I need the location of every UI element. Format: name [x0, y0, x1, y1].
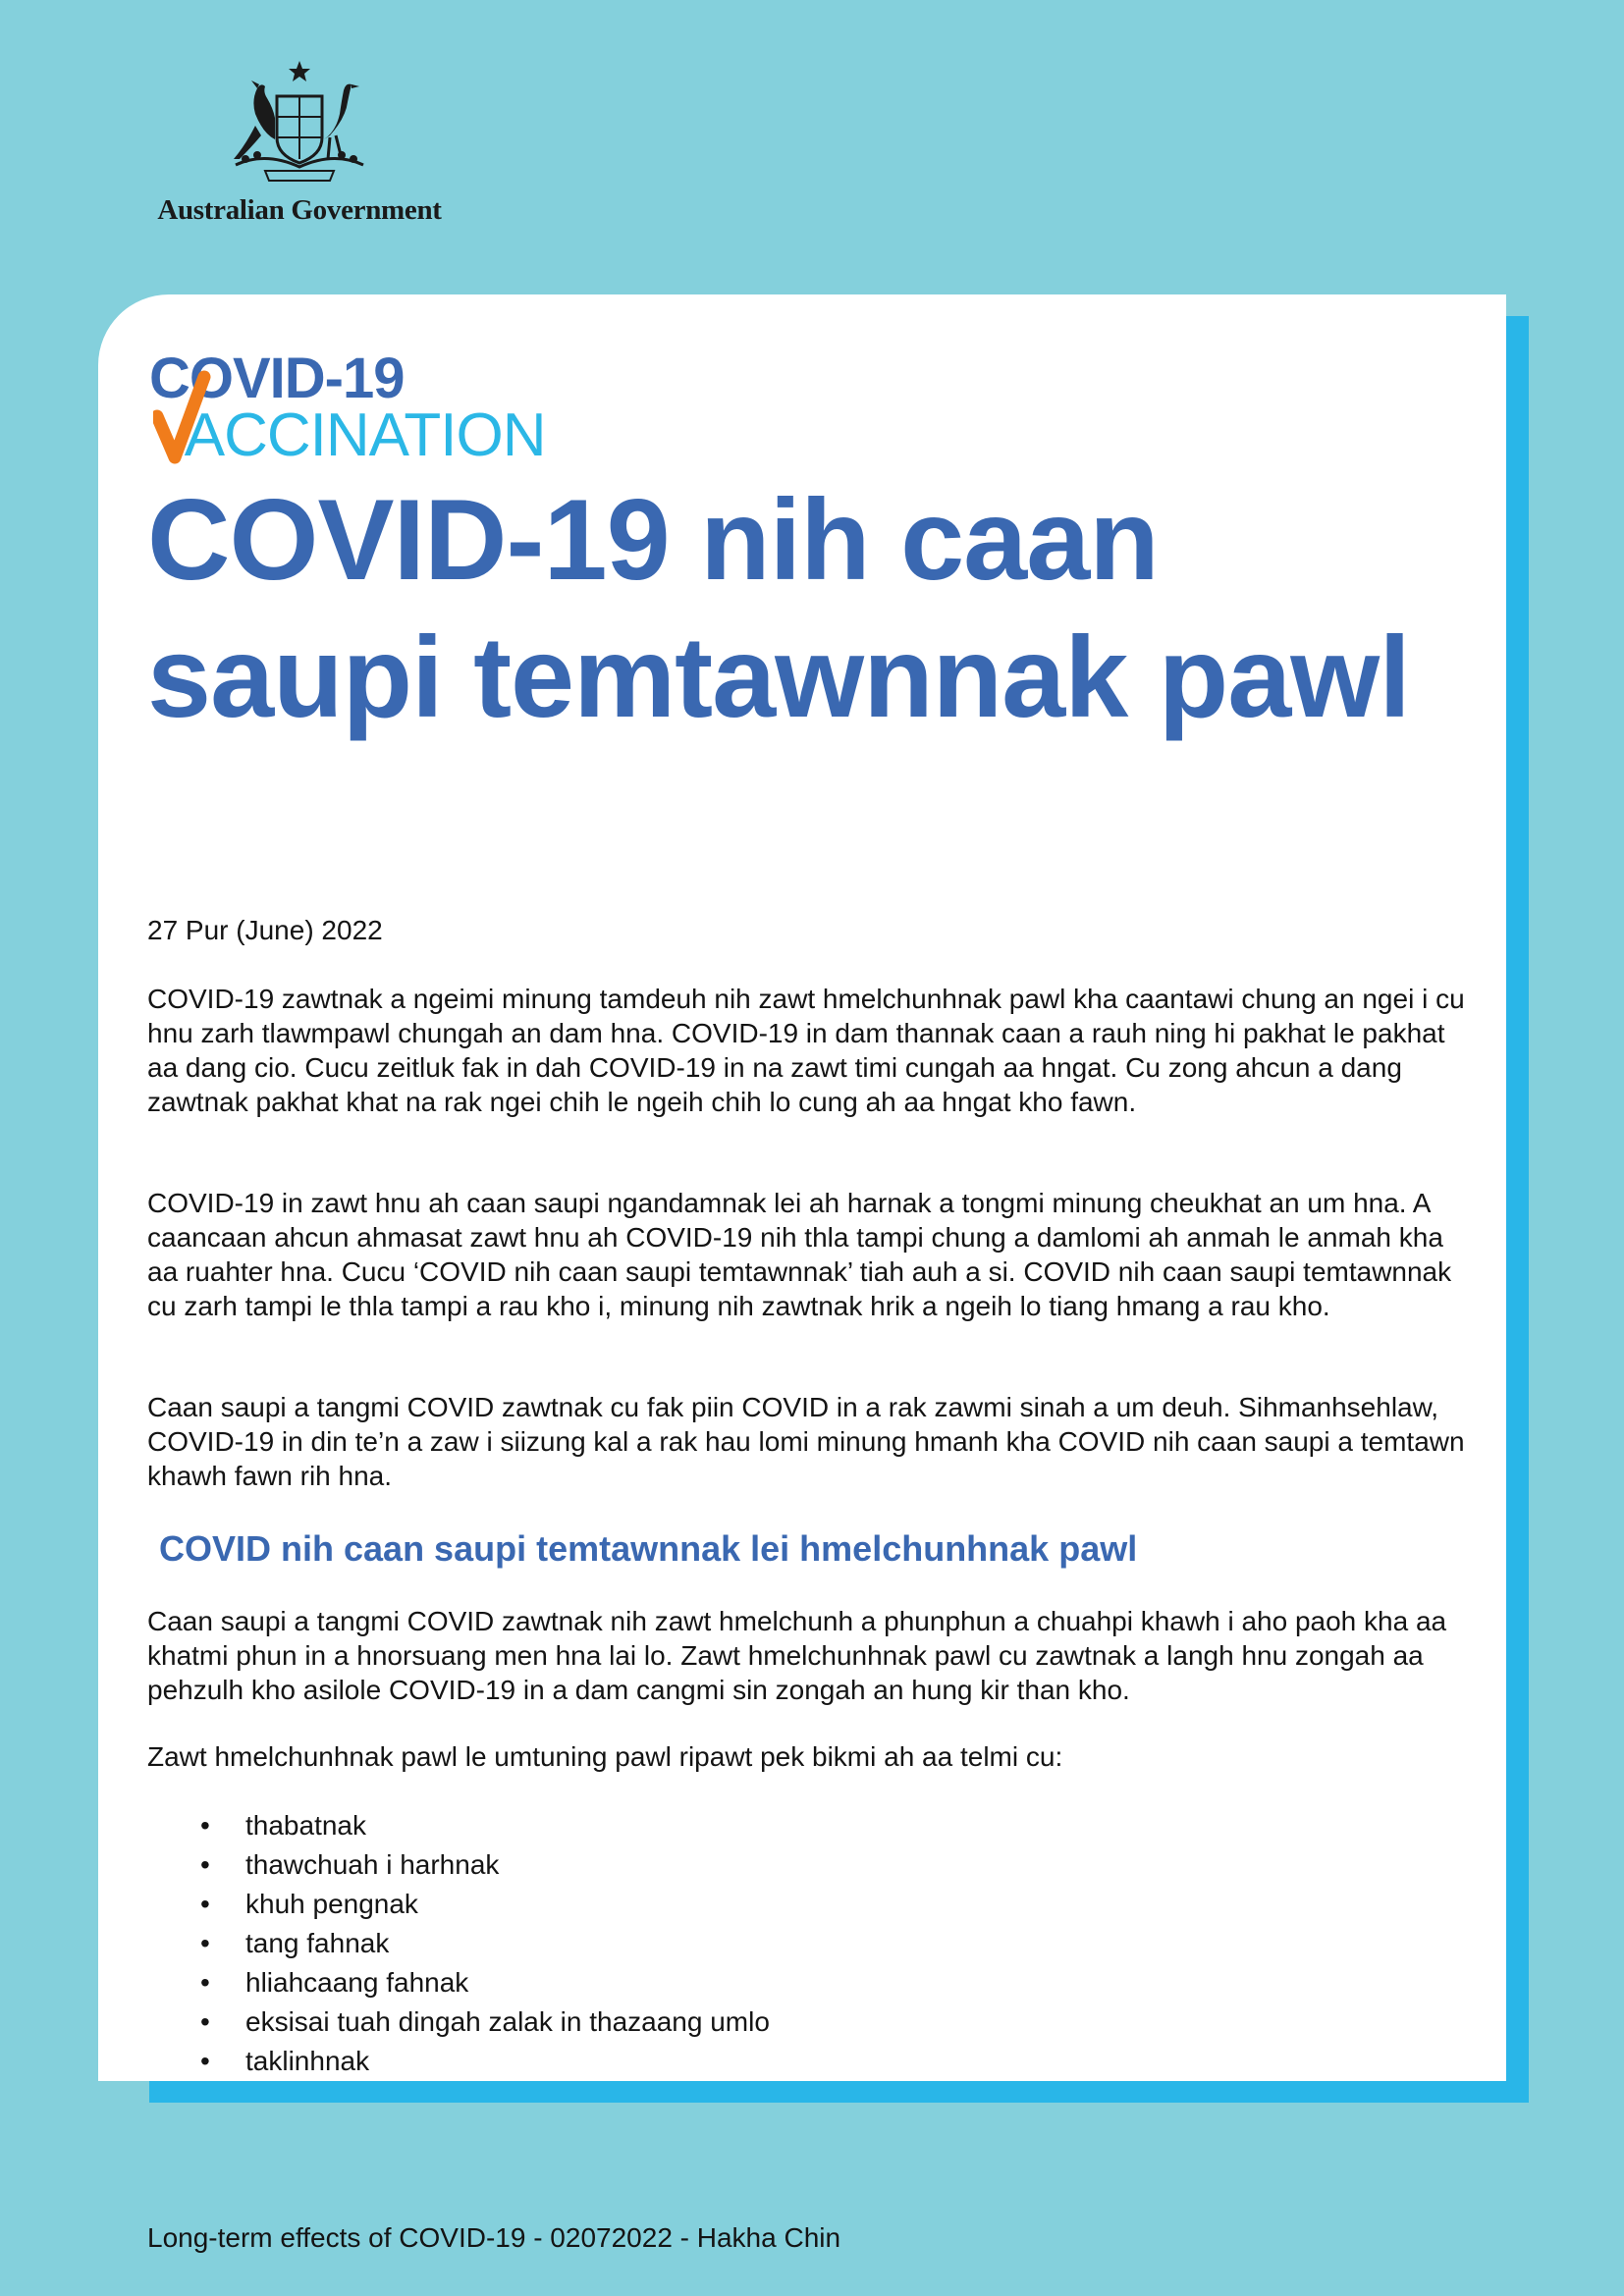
bullet-icon: •	[200, 1810, 210, 1841]
list-item	[147, 1806, 770, 1845]
bullet-icon: •	[200, 1967, 210, 1998]
logo-line-covid: COVID-19	[149, 347, 405, 410]
list-item-text: khuh pengnak	[245, 1889, 418, 1919]
orange-checkmark-icon	[153, 367, 212, 465]
australian-coat-of-arms-icon	[216, 57, 383, 189]
list-item-text: eksisai tuah dingah zalak in thazaang umlo	[245, 2006, 770, 2037]
logo-vaccination-rest: ACCINATION	[184, 401, 546, 469]
list-item-text: taklinhnak	[245, 2046, 370, 2076]
list-item	[147, 1845, 770, 1885]
list-item	[147, 1963, 770, 2002]
list-item	[147, 1885, 770, 1924]
government-crest	[137, 57, 461, 239]
paragraph-2: COVID-19 in zawt hnu ah caan saupi ngandamnak lei ah harnak a tongmi minung cheukhat an um hna. A caancaan ahcun ahmasat zawt hnu ah COVID-19 nih thla tampi chung a damlomi ah anmah le anmah kha aa ruahter hna. Cucu ‘COVID nih caan saupi temtawnnak’ tiah auh a si. COVID nih caan saupi temtawnnak cu zarh tampi le thla tampi a rau kho i, minung nih zawtnak hrik a ngeih lo tiang hmang a rau kho.	[147, 1188, 1452, 1321]
list-item	[147, 1924, 770, 1963]
symptoms-list	[147, 1806, 770, 2081]
paragraph-1: COVID-19 zawtnak a ngeimi minung tamdeuh nih zawt hmelchunhnak pawl kha caantawi chung an ngei i cu hnu zarh tlawmpawl chungah an dam hna. COVID-19 in dam thannak caan a rauh ning hi pakhat le pakhat aa dang cio. Cucu zeitluk fak in dah COVID-19 in na zawt timi cungah aa hngat. Cu zong ahcun a dang zawtnak pakhat khat na rak ngei chih le ngeih chih lo cung ah aa hngat kho fawn.	[147, 984, 1465, 1117]
paragraph-5: Zawt hmelchunhnak pawl le umtuning pawl ripawt pek bikmi ah aa telmi cu:	[147, 1741, 1063, 1772]
list-item-text: tang fahnak	[245, 1928, 390, 1958]
government-name: Australian Government	[157, 194, 442, 226]
list-item-text: thawchuah i harhnak	[245, 1849, 500, 1880]
bullet-icon: •	[200, 1928, 210, 1958]
bullet-icon: •	[200, 1889, 210, 1919]
list-item	[147, 2042, 770, 2081]
bullet-icon: •	[200, 2006, 210, 2037]
bullet-icon: •	[200, 2046, 210, 2076]
section-heading: COVID nih caan saupi temtawnnak lei hmelchunhnak pawl	[159, 1528, 1138, 1569]
covid-vaccination-logo	[149, 346, 601, 468]
list-item-text: hliahcaang fahnak	[245, 1967, 469, 1998]
bullet-icon: •	[200, 1849, 210, 1880]
page-title: COVID-19 nih caan saupi temtawnnak pawl	[147, 475, 1410, 741]
list-item-text: thabatnak	[245, 1810, 366, 1841]
list-item	[147, 2002, 770, 2042]
paragraph-3: Caan saupi a tangmi COVID zawtnak cu fak piin COVID in a rak zawmi sinah a um deuh. Sihmanhsehlaw, COVID-19 in din te’n a zaw i siizung kal a rak hau lomi minung hmanh kha COVID nih caan saupi a temtawn khawh fawn rih hna.	[147, 1392, 1465, 1491]
page-footer: Long-term effects of COVID-19 - 02072022 - Hakha Chin	[147, 2222, 841, 2253]
paragraph-4: Caan saupi a tangmi COVID zawtnak nih zawt hmelchunh a phunphun a chuahpi khawh i aho paoh kha aa khatmi phun in a hnorsuang men hna lai lo. Zawt hmelchunhnak pawl cu zawtnak a langh hnu zongah aa pehzulh kho asilole COVID-19 in a dam cangmi sin zongah an hung kir than kho.	[147, 1606, 1447, 1705]
document-date: 27 Pur (June) 2022	[147, 915, 383, 945]
